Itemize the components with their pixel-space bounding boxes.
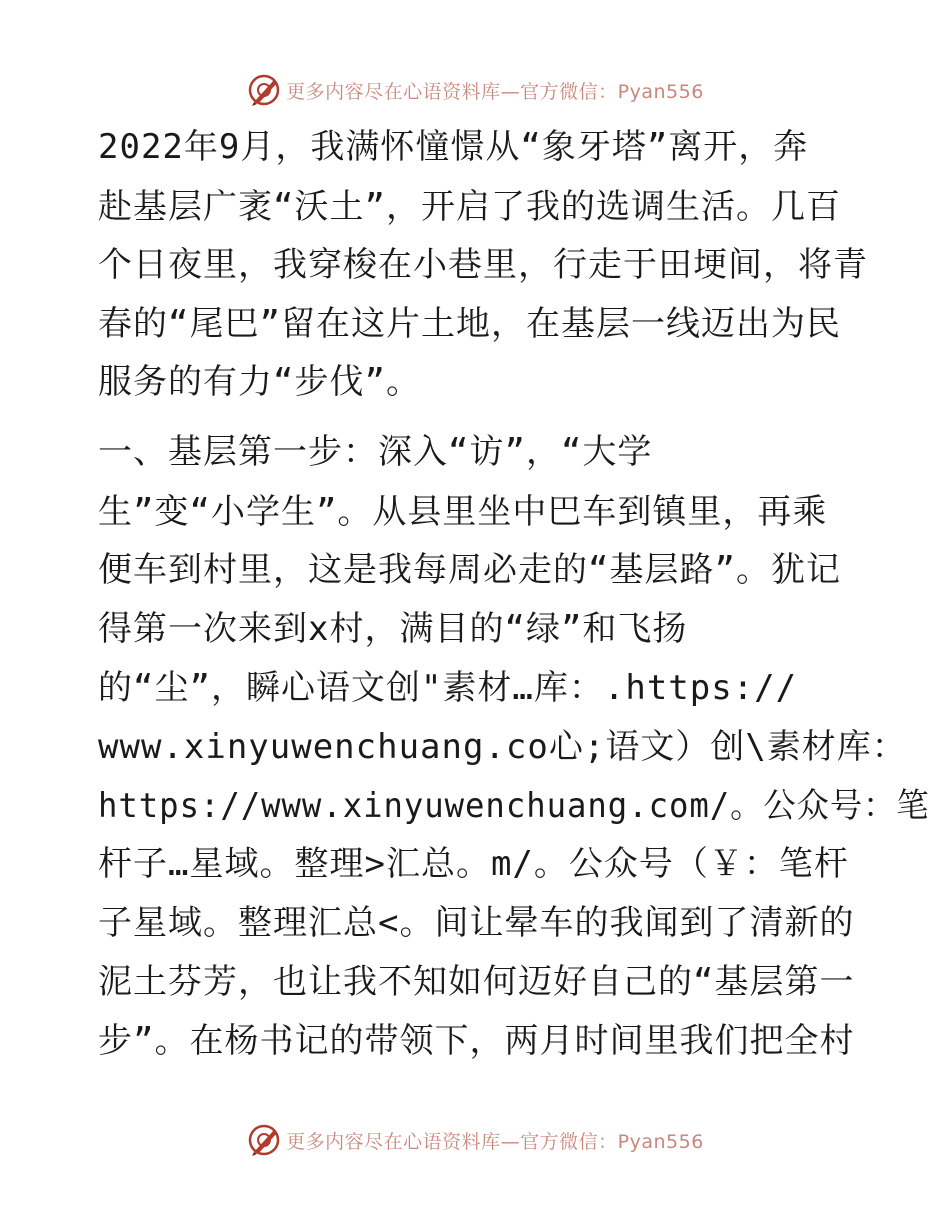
paragraph-line: 得第一次来到x村，满目的“绿”和飞扬 — [98, 609, 688, 649]
watermark-text: 更多内容尽在心语资料库—官方微信：Pyan556 — [286, 1130, 704, 1153]
pen-logo-icon — [246, 1122, 282, 1158]
watermark-text: 更多内容尽在心语资料库—官方微信：Pyan556 — [286, 80, 704, 103]
paragraph-line: 生”变“小学生”。从县里坐中巴车到镇里，再乘 — [98, 492, 828, 532]
paragraph-line: www.xinyuwenchuang.co心;语文）创\素材库： — [98, 727, 907, 767]
paragraph-line: 的“尘”，瞬心语文创"素材…库：.https:// — [98, 668, 798, 708]
paragraph-line: https://www.xinyuwenchuang.com/。公众号：笔 — [98, 786, 930, 826]
paragraph-line: 赴基层广袤“沃土”，开启了我的选调生活。几百 — [98, 187, 841, 227]
paragraph-line: 便车到村里，这是我每周必走的“基层路”。犹记 — [98, 550, 841, 590]
paragraph-line: 杆子…星域。整理>汇总。m/。公众号（￥：笔杆 — [98, 844, 849, 884]
paragraph-line: 子星域。整理汇总<。间让晕车的我闻到了清新的 — [98, 903, 855, 943]
section-heading-line: 一、基层第一步：深入“访”，“大学 — [98, 432, 653, 472]
paragraph-line: 泥土芬芳，也让我不知如何迈好自己的“基层第一 — [98, 962, 855, 1002]
paragraph-line: 步”。在杨书记的带领下，两月时间里我们把全村 — [98, 1021, 855, 1061]
paragraph-line: 2022年9月，我满怀憧憬从“象牙塔”离开，奔 — [98, 127, 809, 167]
paragraph-line: 服务的有力“步伐”。 — [98, 362, 421, 402]
paragraph-line: 春的“尾巴”留在这片土地，在基层一线迈出为民 — [98, 304, 841, 344]
paragraph-line: 个日夜里，我穿梭在小巷里，行走于田埂间，将青 — [98, 245, 868, 285]
footer-watermark — [0, 1120, 950, 1160]
